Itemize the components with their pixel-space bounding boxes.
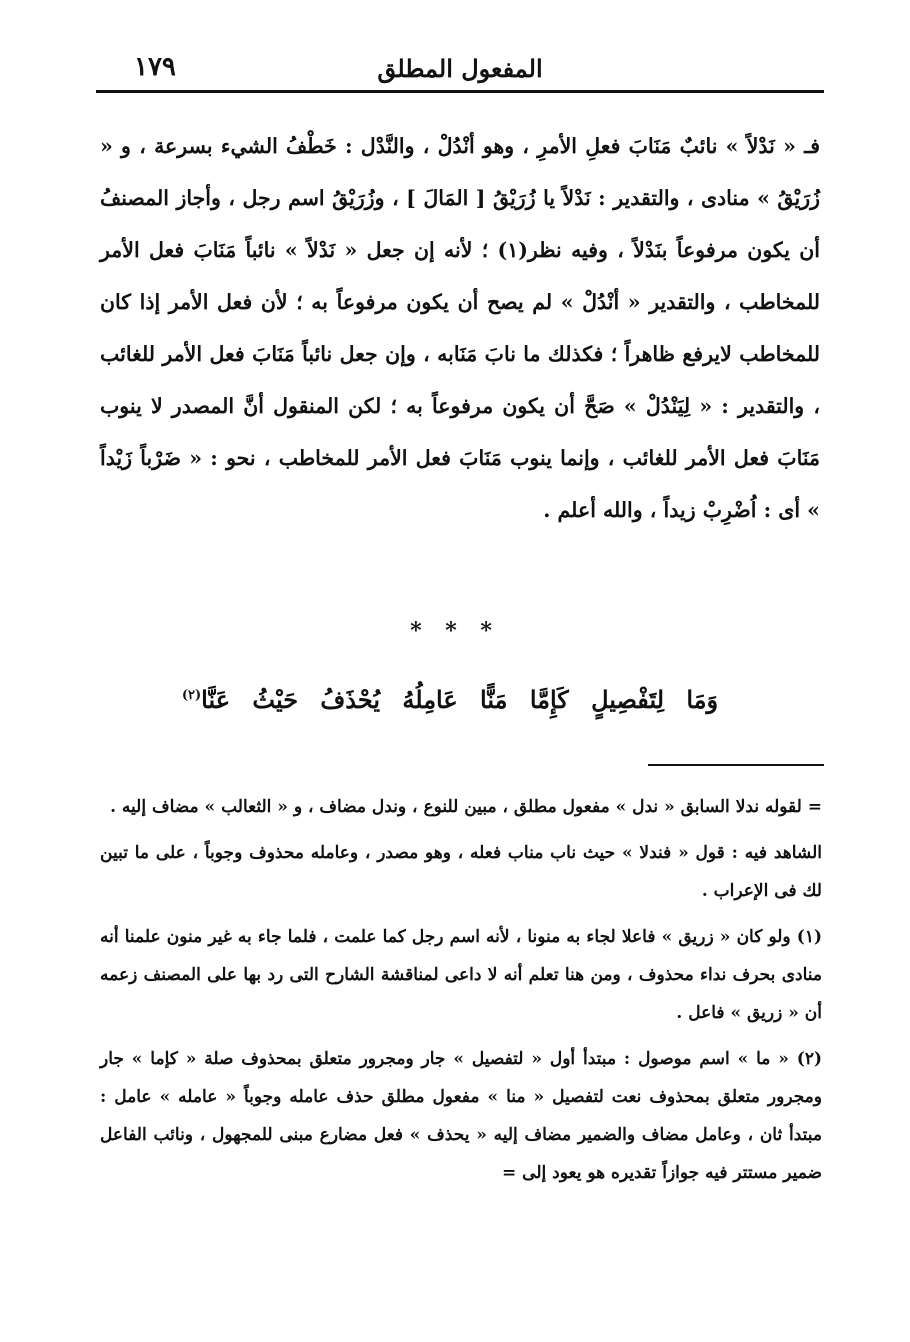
running-title: المفعول المطلق (377, 54, 543, 83)
footnote-paragraph: (١) ولو كان « زريق » فاعلا لجاء به منونا ، لأنه اسم رجل كما علمت ، فلما جاء به غير منون علمنا أنه منادى بحرف نداء محذوف ، ومن هنا تعلم أنه لا داعى لمناقشة الشارح التى رد بها على المصنف زعمه أن « زريق » فاعل . (100, 927, 822, 1023)
footnotes (100, 788, 822, 1200)
footnote-paragraph: الشاهد فيه : قول « فندلا » حيث ناب مناب فعله ، وهو مصدر ، وعامله محذوف وجوباً ، على ما تبين لك فى الإعراب . (100, 843, 822, 901)
verse-text: وَمَا لِتَفْصِيلٍ كَإِمَّا مَنًّا عَامِلُهُ يُحْذَفُ حَيْثُ عَنَّا (201, 685, 719, 714)
page-header (96, 48, 824, 93)
verse-footnote-marker: (٢) (181, 688, 202, 703)
section-separator: * * * (410, 618, 500, 644)
footnote-paragraph: = لقوله ندلا السابق « ندل » مفعول مطلق ، مبين للنوع ، وندل مضاف ، و « الثعالب » مضاف إليه . (110, 797, 822, 817)
verse-line (120, 685, 780, 714)
footnote-paragraph: (٢) « ما » اسم موصول : مبتدأ أول « لتفصيل » جار ومجرور متعلق بمحذوف صلة « كإما » جار ومجرور متعلق بمحذوف نعت لتفصيل « منا » مفعول مطلق حذف عامله وجوباً « عامله » عامل : مبتدأ ثان ، وعامل مضاف والضمير مضاف إليه « يحذف » فعل مضارع مبنى للمجهول ، ونائب الفاعل ضمير مستتر فيه جوازاً تقديره هو يعود إلى = (100, 1049, 822, 1183)
main-paragraph: فـ « نَدْلاً » نائبٌ مَنَابَ فعلِ الأمرِ ، وهو أنْدُلْ ، والنَّدْل : خَطْفُ الشيء بسرعة ، و « زُرَيْقُ » منادى ، والتقدير : نَدْلاً يا زُرَيْقُ [ المَالَ ] ، وزُرَيْقُ اسم رجل ، وأجاز المصنفُ أن يكون مرفوعاً بنَدْلاً ، وفيه نظر(١) ؛ لأنه إن جعل « نَدْلاً » نائباً مَنَابَ فعل الأمر للمخاطب ، والتقدير « أنْدُلْ » لم يصح أن يكون مرفوعاً به ؛ لأن فعل الأمر إذا كان للمخاطب لايرفع ظاهراً ؛ فكذلك ما نابَ مَنَابه ، وإن جعل نائباً مَنَابَ فعل الأمر للغائب ، والتقدير : « لِيَنْدُلْ » صَحَّ أن يكون مرفوعاً به ؛ لكن المنقول أنَّ المصدر لا ينوب مَنَابَ فعل الأمر للغائب ، وإنما ينوب مَنَابَ فعل الأمر للمخاطب ، نحو : « ضَرْباً زَيْداً » أى : اُضْرِبْ زيداً ، والله أعلم . (100, 134, 820, 522)
main-text (100, 120, 820, 536)
footnote-rule (648, 764, 824, 766)
page-number: ١٧٩ (134, 52, 176, 82)
